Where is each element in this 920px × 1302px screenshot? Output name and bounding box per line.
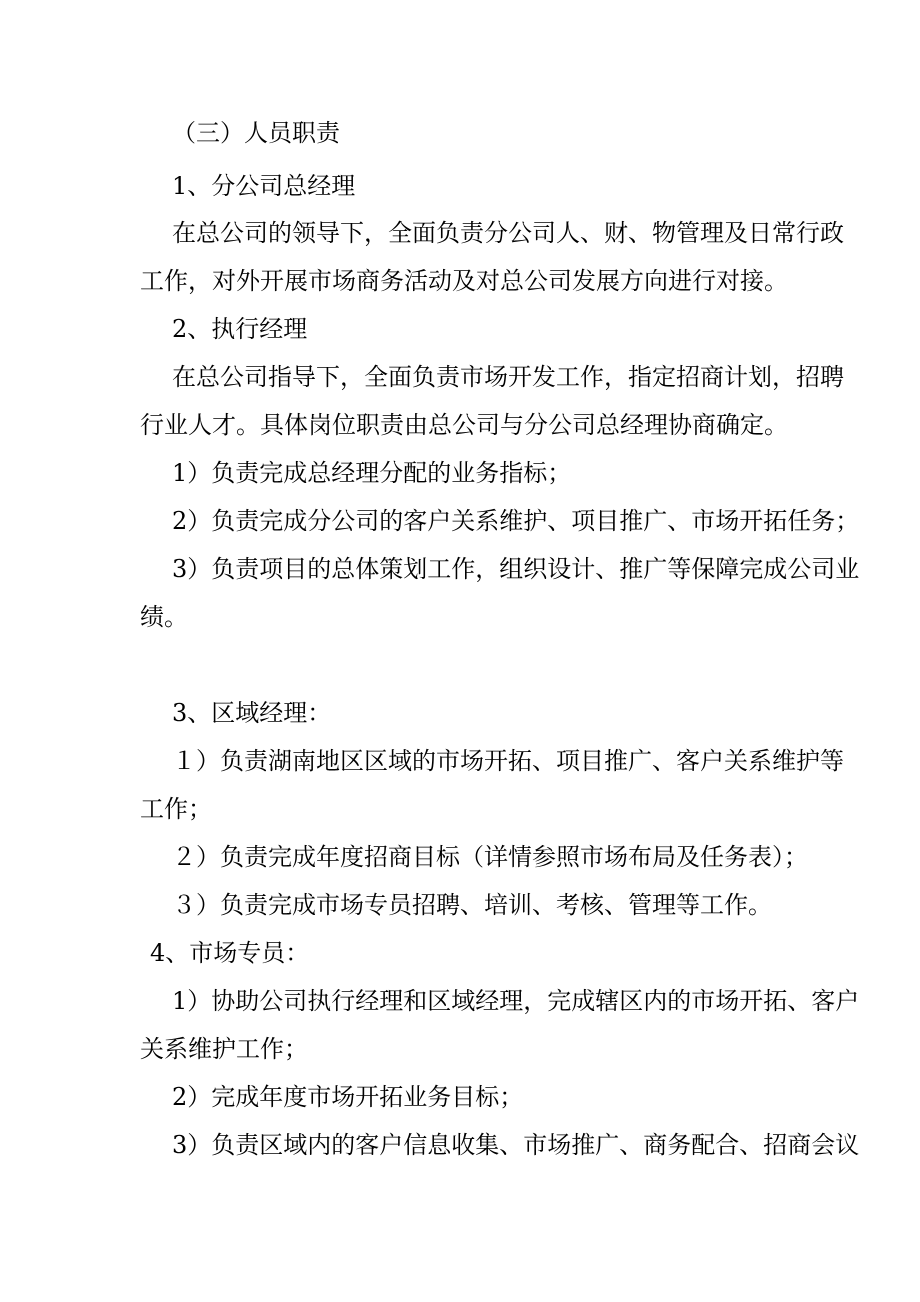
specialist-item: 关系维护工作；	[140, 1035, 308, 1063]
exec-paragraph-line: 在总公司指导下，全面负责市场开发工作，指定招商计划，招聘	[172, 363, 844, 391]
regional-item: ３）负责完成市场专员招聘、培训、考核、管理等工作。	[172, 891, 772, 919]
specialist-heading: 4、市场专员：	[150, 939, 310, 967]
section-heading: （三）人员职责	[172, 119, 340, 147]
regional-item: 工作；	[140, 795, 212, 823]
regional-item: １）负责湖南地区区域的市场开拓、项目推广、客户关系维护等	[172, 747, 844, 775]
gm-paragraph-line: 工作，对外开展市场商务活动及对总公司发展方向进行对接。	[140, 267, 788, 295]
exec-heading: 2、执行经理	[172, 315, 308, 343]
exec-item: 2）负责完成分公司的客户关系维护、项目推广、市场开拓任务；	[172, 507, 860, 535]
regional-heading: 3、区域经理：	[172, 699, 332, 727]
exec-paragraph-line: 行业人才。具体岗位职责由总公司与分公司总经理协商确定。	[140, 411, 788, 439]
specialist-item: 2）完成年度市场开拓业务目标；	[172, 1083, 524, 1111]
gm-heading: 1、分公司总经理	[172, 172, 356, 200]
specialist-item: 1）协助公司执行经理和区域经理，完成辖区内的市场开拓、客户	[172, 987, 860, 1015]
regional-item: ２）负责完成年度招商目标（详情参照市场布局及任务表）；	[172, 843, 808, 871]
specialist-item: 3）负责区域内的客户信息收集、市场推广、商务配合、招商会议	[172, 1131, 860, 1159]
exec-item: 1）负责完成总经理分配的业务指标；	[172, 459, 572, 487]
gm-paragraph-line: 在总公司的领导下，全面负责分公司人、财、物管理及日常行政	[172, 219, 844, 247]
exec-item: 3）负责项目的总体策划工作，组织设计、推广等保障完成公司业	[172, 555, 860, 583]
exec-item: 绩。	[140, 603, 188, 631]
